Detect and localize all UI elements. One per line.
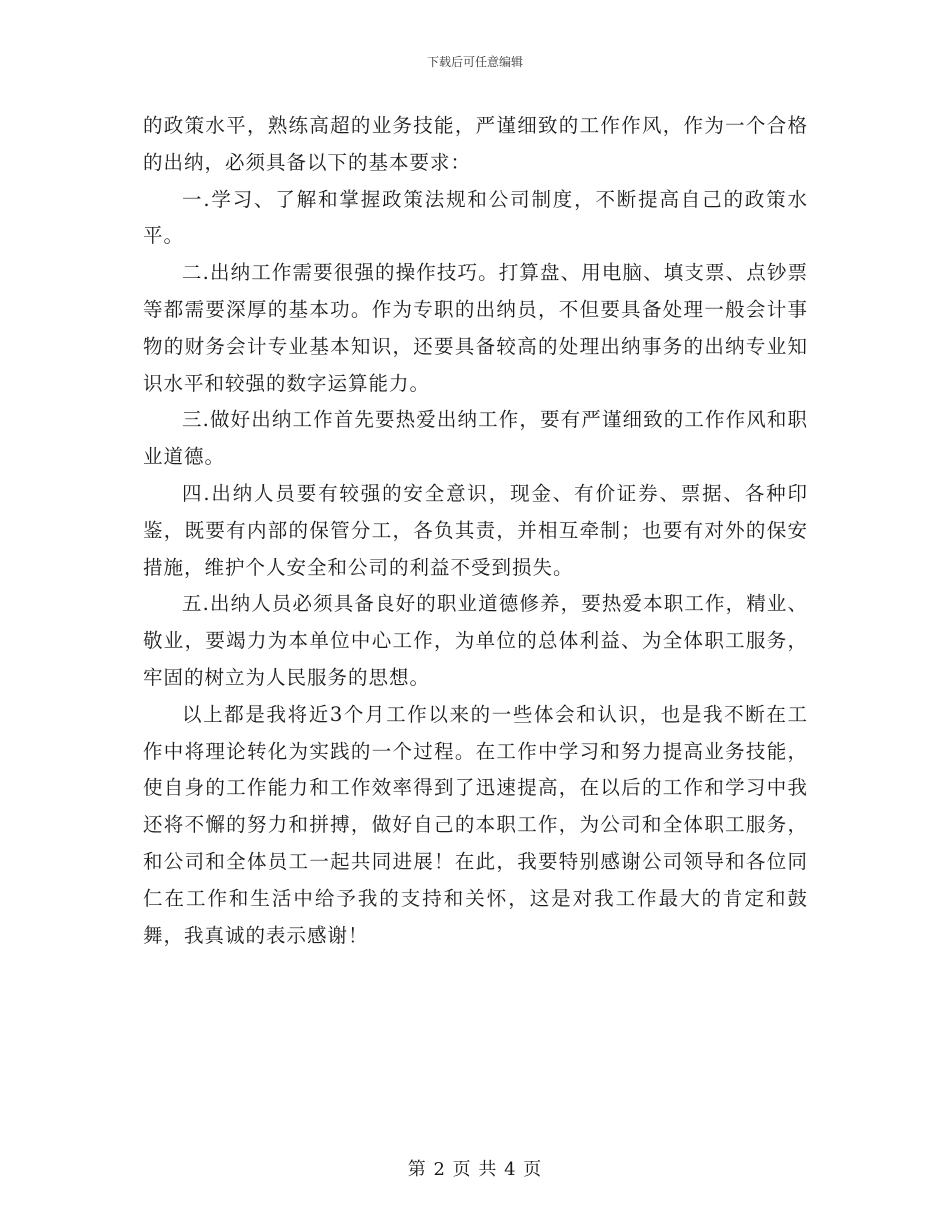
paragraph-conclusion: 以上都是我将近3个月工作以来的一些体会和认识，也是我不断在工作中将理论转化为实践的一个过程。在工作中学习和努力提高业务技能，使自身的工作能力和工作效率得到了迅速提高，在以后的工作和学习中我还将不懈的努力和拼搏，做好自己的本职工作，为公司和全体职工服务，和公司和全体员工一起共同进展！在此，我要特别感谢公司领导和各位同仁在工作和生活中给予我的支持和关怀，这是对我工作最大的肯定和鼓舞，我真诚的表示感谢！ bbox=[143, 702, 808, 947]
paragraph-requirement-5: 五.出纳人员必须具备良好的职业道德修养，要热爱本职工作，精业、敬业，要竭力为本单位中心工作，为单位的总体利益、为全体职工服务，牢固的树立为人民服务的思想。 bbox=[143, 592, 808, 689]
page-number: 第 2 页 共 4 页 bbox=[407, 1159, 543, 1180]
paragraph-requirement-4: 四.出纳人员要有较强的安全意识，现金、有价证券、票据、各种印鉴，既要有内部的保管分工，各负其责，并相互牵制；也要有对外的保安措施，维护个人安全和公司的利益不受到损失。 bbox=[143, 481, 808, 579]
paragraph-requirement-3: 三.做好出纳工作首先要热爱出纳工作，要有严谨细致的工作作风和职业道德。 bbox=[143, 408, 808, 469]
paragraph-requirement-2: 二.出纳工作需要很强的操作技巧。打算盘、用电脑、填支票、点钞票等都需要深厚的基本功。作为专职的出纳员，不但要具备处理一般会计事物的财务会计专业基本知识，还要具备较高的处理出纳事务的出纳专业知识水平和较强的数字运算能力。 bbox=[143, 261, 808, 395]
document-body bbox=[143, 108, 808, 954]
header-note: 下载后可任意编辑 bbox=[426, 55, 523, 69]
paragraph-continuation: 的政策水平，熟练高超的业务技能，严谨细致的工作作风，作为一个合格的出纳，必须具备以下的基本要求： bbox=[143, 114, 808, 174]
paragraph-requirement-1: 一.学习、了解和掌握政策法规和公司制度，不断提高自己的政策水平。 bbox=[143, 187, 808, 248]
